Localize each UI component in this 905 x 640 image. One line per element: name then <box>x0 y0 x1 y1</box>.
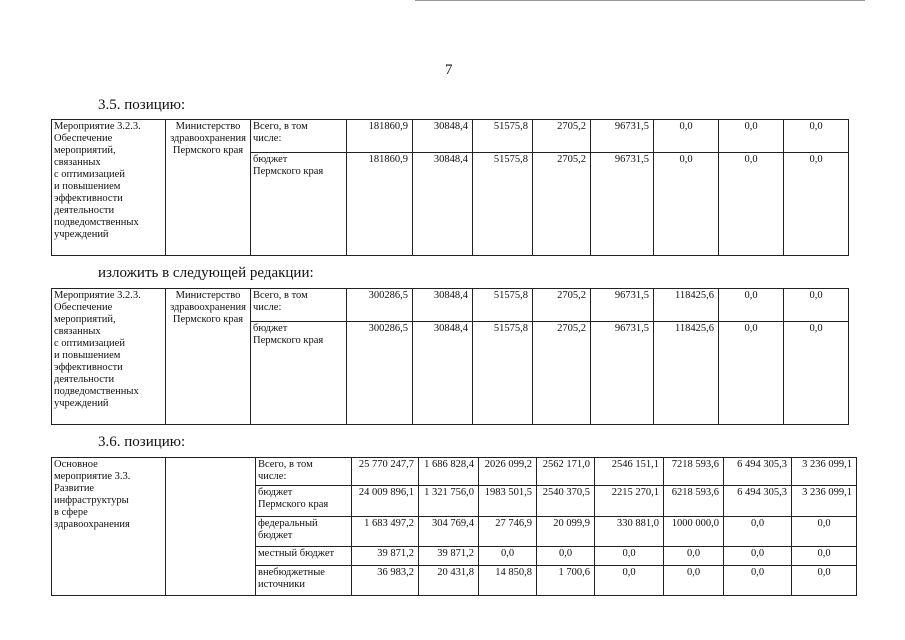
value-cell: 0,0 <box>784 289 849 322</box>
heading-3-6: 3.6. позицию: <box>98 434 186 450</box>
value-cell: 20 431,8 <box>419 566 479 596</box>
value-cell: 2546 151,1 <box>595 458 664 486</box>
value-cell: 51575,8 <box>473 322 533 425</box>
value-cell: 0,0 <box>654 153 719 256</box>
value-cell: 96731,5 <box>591 153 654 256</box>
scan-edge-line <box>415 0 865 1</box>
value-cell: 20 099,9 <box>537 517 595 547</box>
event-cell: Основное мероприятие 3.3. Развитие инфраструктуры в сфере здравоохранения <box>52 458 166 596</box>
value-cell: 181860,9 <box>347 153 413 256</box>
value-cell: 2026 099,2 <box>479 458 537 486</box>
value-cell: 2705,2 <box>533 153 591 256</box>
value-cell: 30848,4 <box>413 120 473 153</box>
value-cell: 0,0 <box>784 153 849 256</box>
value-cell: 0,0 <box>719 289 784 322</box>
value-cell: 6 494 305,3 <box>724 486 792 517</box>
value-cell: 2705,2 <box>533 289 591 322</box>
value-cell: 1 321 756,0 <box>419 486 479 517</box>
value-cell: 1 683 497,2 <box>352 517 419 547</box>
value-cell: 118425,6 <box>654 322 719 425</box>
value-cell: 6 494 305,3 <box>724 458 792 486</box>
source-cell: бюджет Пермского края <box>251 322 347 425</box>
value-cell: 1983 501,5 <box>479 486 537 517</box>
value-cell: 0,0 <box>792 566 857 596</box>
value-cell: 96731,5 <box>591 120 654 153</box>
value-cell: 0,0 <box>719 120 784 153</box>
executor-cell: Министерство здравоохранения Пермского края <box>166 289 251 425</box>
value-cell: 181860,9 <box>347 120 413 153</box>
heading-new-edition: изложить в следующей редакции: <box>98 265 314 281</box>
value-cell: 118425,6 <box>654 289 719 322</box>
value-cell: 0,0 <box>792 517 857 547</box>
value-cell: 304 769,4 <box>419 517 479 547</box>
value-cell: 6218 593,6 <box>664 486 724 517</box>
value-cell: 0,0 <box>719 153 784 256</box>
table-3-6 <box>51 457 857 596</box>
value-cell: 7218 593,6 <box>664 458 724 486</box>
value-cell: 300286,5 <box>347 322 413 425</box>
value-cell: 1 686 828,4 <box>419 458 479 486</box>
value-cell: 96731,5 <box>591 289 654 322</box>
value-cell: 14 850,8 <box>479 566 537 596</box>
value-cell: 30848,4 <box>413 153 473 256</box>
value-cell: 0,0 <box>784 322 849 425</box>
value-cell: 30848,4 <box>413 322 473 425</box>
value-cell: 0,0 <box>595 566 664 596</box>
page-number: 7 <box>445 62 453 78</box>
source-cell: федеральный бюджет <box>256 517 352 547</box>
value-cell: 51575,8 <box>473 289 533 322</box>
value-cell: 30848,4 <box>413 289 473 322</box>
source-cell: бюджет Пермского края <box>256 486 352 517</box>
value-cell: 0,0 <box>724 566 792 596</box>
source-cell: местный бюджет <box>256 547 352 566</box>
value-cell: 0,0 <box>784 120 849 153</box>
value-cell: 0,0 <box>664 566 724 596</box>
value-cell: 96731,5 <box>591 322 654 425</box>
table-3-5-new <box>51 288 849 425</box>
source-cell: Всего, в том числе: <box>251 289 347 322</box>
source-cell: Всего, в том числе: <box>256 458 352 486</box>
value-cell: 0,0 <box>664 547 724 566</box>
value-cell: 0,0 <box>719 322 784 425</box>
value-cell: 51575,8 <box>473 120 533 153</box>
value-cell: 39 871,2 <box>352 547 419 566</box>
value-cell: 3 236 099,1 <box>792 458 857 486</box>
value-cell: 0,0 <box>724 517 792 547</box>
source-cell: Всего, в том числе: <box>251 120 347 153</box>
value-cell: 300286,5 <box>347 289 413 322</box>
value-cell: 0,0 <box>479 547 537 566</box>
value-cell: 27 746,9 <box>479 517 537 547</box>
value-cell: 1 700,6 <box>537 566 595 596</box>
value-cell: 51575,8 <box>473 153 533 256</box>
table-3-5-old <box>51 119 849 256</box>
value-cell: 2705,2 <box>533 120 591 153</box>
value-cell: 24 009 896,1 <box>352 486 419 517</box>
executor-cell: Министерство здравоохранения Пермского края <box>166 120 251 256</box>
value-cell: 1000 000,0 <box>664 517 724 547</box>
value-cell: 2562 171,0 <box>537 458 595 486</box>
value-cell: 36 983,2 <box>352 566 419 596</box>
value-cell: 0,0 <box>654 120 719 153</box>
value-cell: 25 770 247,7 <box>352 458 419 486</box>
event-cell: Мероприятие 3.2.3. Обеспечение мероприятий, связанных с оптимизацией и повышением эффективности деятельности подведомственных учреждений <box>52 289 166 425</box>
executor-cell <box>166 458 256 596</box>
source-cell: бюджет Пермского края <box>251 153 347 256</box>
source-cell: внебюджетные источники <box>256 566 352 596</box>
event-cell: Мероприятие 3.2.3. Обеспечение мероприятий, связанных с оптимизацией и повышением эффективности деятельности подведомственных учреждений <box>52 120 166 256</box>
value-cell: 2705,2 <box>533 322 591 425</box>
value-cell: 39 871,2 <box>419 547 479 566</box>
value-cell: 330 881,0 <box>595 517 664 547</box>
value-cell: 2540 370,5 <box>537 486 595 517</box>
value-cell: 2215 270,1 <box>595 486 664 517</box>
value-cell: 3 236 099,1 <box>792 486 857 517</box>
value-cell: 0,0 <box>724 547 792 566</box>
value-cell: 0,0 <box>792 547 857 566</box>
value-cell: 0,0 <box>595 547 664 566</box>
heading-3-5: 3.5. позицию: <box>98 97 186 113</box>
value-cell: 0,0 <box>537 547 595 566</box>
